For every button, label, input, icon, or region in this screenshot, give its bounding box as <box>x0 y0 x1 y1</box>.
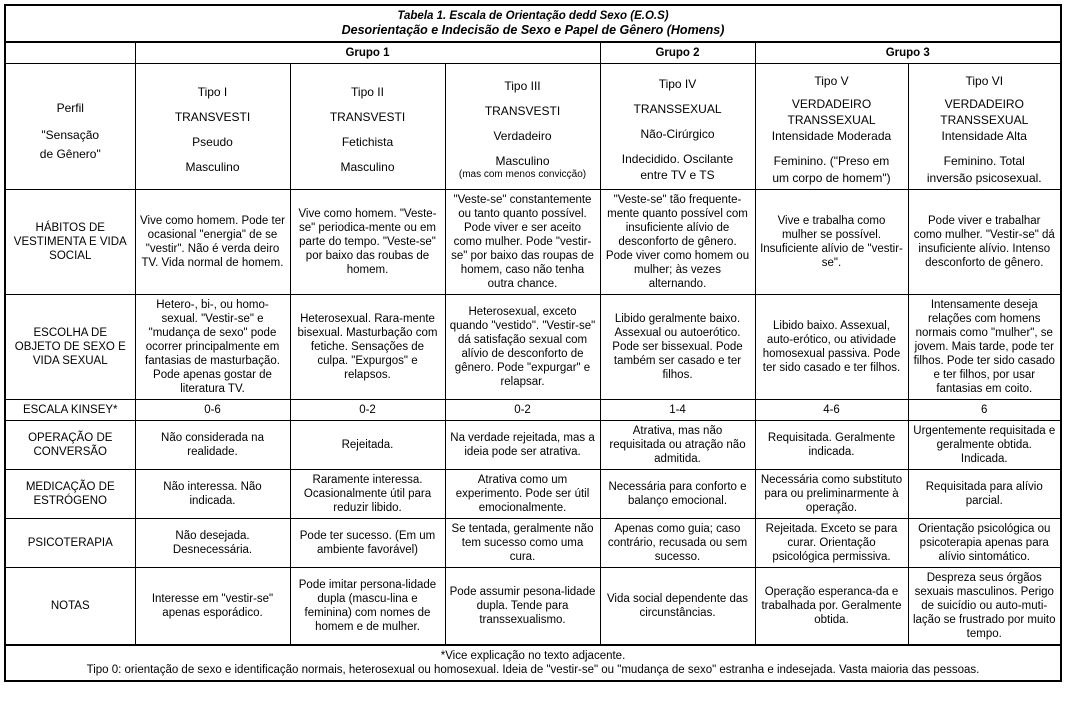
column-orientation-note-4: entre TV e TS <box>640 168 715 183</box>
table-title-line2: Desorientação e Indecisão de Sexo e Papel de Gênero (Homens) <box>341 23 725 38</box>
row-label-psicoterapia: PSICOTERAPIA <box>5 519 135 568</box>
cell-operacao-4: Atrativa, mas não requisitada ou atração não admitida. <box>600 421 755 470</box>
cell-escolha-1: Hetero-, bi-, ou homo-sexual. "Vestir-se" e "mudança de sexo" pode ocorrer principalmente em fantasias de masturbação. Pode apenas gostar de literatura TV. <box>135 294 290 399</box>
table-title-row <box>5 5 1061 42</box>
table-row <box>5 568 1061 646</box>
row-label-notas: NOTAS <box>5 568 135 646</box>
column-orientation-3: Masculino <box>495 153 550 168</box>
footnote <box>5 645 1061 681</box>
column-profile-1 <box>135 64 290 190</box>
column-type-2: Tipo II <box>351 84 384 99</box>
column-qualifier-4: Não-Cirúrgico <box>640 126 715 141</box>
cell-habitos-6: Pode viver e trabalhar como mulher. "Vestir-se" dá insuficiente alívio. Intenso desconforto de gênero. <box>908 189 1061 294</box>
column-profile-4 <box>600 64 755 190</box>
cell-psicoterapia-4: Apenas como guia; caso contrário, recusada ou sem sucesso. <box>600 519 755 568</box>
cell-operacao-2: Rejeitada. <box>290 421 445 470</box>
column-profile-6 <box>908 64 1061 190</box>
group-header-2: Grupo 2 <box>600 42 755 64</box>
row-label-kinsey: ESCALA KINSEY* <box>5 400 135 421</box>
column-orientation-1: Masculino <box>185 159 240 174</box>
column-name-2: TRANSVESTI <box>329 109 406 124</box>
cell-operacao-5: Requisitada. Geralmente indicada. <box>755 421 908 470</box>
profile-label-cell <box>5 64 135 190</box>
group-header-blank <box>5 42 135 64</box>
column-name-5: VERDADEIRO TRANSSEXUAL <box>787 96 876 128</box>
cell-notas-2: Pode imitar persona-lidade dupla (mascu-lina e feminina) com nomes de homem e de mulher. <box>290 568 445 646</box>
cell-habitos-4: "Veste-se" tão frequente-mente quanto possível com insuficiente alívio de desconforto de gênero. Pode viver como homem ou mulher; às vezes alternando. <box>600 189 755 294</box>
column-orientation-2: Masculino <box>340 159 395 174</box>
column-type-5: Tipo V <box>814 74 849 89</box>
profile-label-line2: "Sensação <box>41 128 100 143</box>
column-profile-2 <box>290 64 445 190</box>
column-type-3: Tipo III <box>504 78 541 93</box>
cell-escolha-5: Libido baixo. Assexual, auto-erótico, ou atividade homosexual passiva. Pode ter sido casado e ter filhos. <box>755 294 908 399</box>
footnote-line1: *Vice explicação no texto adjacente. <box>440 650 626 663</box>
column-orientation-5: Feminino. ("Preso em <box>773 154 890 169</box>
cell-psicoterapia-3: Se tentada, geralmente não tem sucesso como uma cura. <box>445 519 600 568</box>
cell-operacao-3: Na verdade rejeitada, mas a ideia pode ser atrativa. <box>445 421 600 470</box>
cell-psicoterapia-5: Rejeitada. Exceto se para curar. Orientação psicológica permissiva. <box>755 519 908 568</box>
table-row <box>5 400 1061 421</box>
cell-kinsey-5: 4-6 <box>755 400 908 421</box>
cell-medicacao-6: Requisitada para alívio parcial. <box>908 470 1061 519</box>
row-label-medicacao: MEDICAÇÃO DE ESTRÓGENO <box>5 470 135 519</box>
column-type-1: Tipo I <box>197 84 228 99</box>
row-label-habitos: HÁBITOS DE VESTIMENTA E VIDA SOCIAL <box>5 189 135 294</box>
table-row <box>5 421 1061 470</box>
table-row <box>5 519 1061 568</box>
cell-escolha-3: Heterosexual, exceto quando "vestido". "Vestir-se" dá satisfação sexual com alívio de desconforto de gênero. Pode "expurgar" e relapsar. <box>445 294 600 399</box>
cell-notas-6: Despreza seus órgãos sexuais masculinos. Perigo de suicídio ou auto-muti-lação se frustrado por muito tempo. <box>908 568 1061 646</box>
column-orientation-note-6: inversão psicosexual. <box>926 170 1042 185</box>
profile-label-line1: Perfil <box>56 100 84 115</box>
column-type-4: Tipo IV <box>658 76 697 91</box>
cell-escolha-2: Heterosexual. Rara-mente bisexual. Masturbação com fetiche. Sensações de culpa. "Expurgos" e relapsos. <box>290 294 445 399</box>
cell-kinsey-3: 0-2 <box>445 400 600 421</box>
column-name-6: VERDADEIRO TRANSSEXUAL <box>940 96 1029 128</box>
cell-operacao-1: Não considerada na realidade. <box>135 421 290 470</box>
column-qualifier-2: Fetichista <box>341 134 394 149</box>
cell-medicacao-3: Atrativa como um experimento. Pode ser útil emocionalmente. <box>445 470 600 519</box>
column-name-4: TRANSSEXUAL <box>633 101 722 116</box>
row-label-escolha: ESCOLHA DE OBJETO DE SEXO E VIDA SEXUAL <box>5 294 135 399</box>
column-name-3: TRANSVESTI <box>484 103 561 118</box>
cell-medicacao-2: Raramente interessa. Ocasionalmente útil para reduzir libido. <box>290 470 445 519</box>
table-row <box>5 294 1061 399</box>
column-qualifier-1: Pseudo <box>192 134 233 149</box>
cell-notas-1: Interesse em "vestir-se" apenas esporádico. <box>135 568 290 646</box>
column-type-6: Tipo VI <box>965 74 1004 89</box>
cell-notas-4: Vida social dependente das circunstâncias. <box>600 568 755 646</box>
cell-medicacao-1: Não interessa. Não indicada. <box>135 470 290 519</box>
table-row <box>5 470 1061 519</box>
cell-kinsey-4: 1-4 <box>600 400 755 421</box>
cell-psicoterapia-1: Não desejada. Desnecessária. <box>135 519 290 568</box>
cell-habitos-5: Vive e trabalha como mulher se possível. Insuficiente alívio de "vestir-se". <box>755 189 908 294</box>
cell-habitos-1: Vive como homem. Pode ter ocasional "energia" de se "vestir". Não é verda deiro TV. Vida normal de homem. <box>135 189 290 294</box>
cell-psicoterapia-6: Orientação psicológica ou psicoterapia apenas para alívio sintomático. <box>908 519 1061 568</box>
cell-kinsey-1: 0-6 <box>135 400 290 421</box>
profile-label-line3: de Gênero" <box>39 146 101 161</box>
eos-table <box>4 4 1062 682</box>
group-header-1: Grupo 1 <box>135 42 600 64</box>
table-title-line1: Tabela 1. Escala de Orientação dedd Sexo (E.O.S) <box>397 10 669 22</box>
cell-notas-5: Operação esperanca-da e trabalhada por. Geralmente obtida. <box>755 568 908 646</box>
column-profile-5 <box>755 64 908 190</box>
cell-medicacao-4: Necessária para conforto e balanço emocional. <box>600 470 755 519</box>
cell-kinsey-6: 6 <box>908 400 1061 421</box>
profile-row <box>5 64 1061 190</box>
cell-habitos-2: Vive como homem. "Veste-se" periodica-mente ou em parte do tempo. "Veste-se" por baixo das roubas de homem. <box>290 189 445 294</box>
column-qualifier-3: Verdadeiro <box>493 128 552 143</box>
column-qualifier-5: Intensidade Moderada <box>771 129 892 144</box>
table-title <box>5 5 1061 42</box>
column-profile-3 <box>445 64 600 190</box>
row-label-operacao: OPERAÇÃO DE CONVERSÃO <box>5 421 135 470</box>
cell-psicoterapia-2: Pode ter sucesso. (Em um ambiente favorável) <box>290 519 445 568</box>
cell-medicacao-5: Necessária como substituto para ou preliminarmente à operação. <box>755 470 908 519</box>
column-orientation-note-3: (mas com menos convicção) <box>458 169 587 181</box>
column-qualifier-6: Intensidade Alta <box>941 129 1027 144</box>
column-orientation-6: Feminino. Total <box>943 154 1025 169</box>
column-orientation-4: Indecidido. Oscilante <box>621 151 734 166</box>
cell-escolha-4: Libido geralmente baixo. Assexual ou autoerótico. Pode ser bissexual. Pode também ser casado e ter filhos. <box>600 294 755 399</box>
footnote-row <box>5 645 1061 681</box>
cell-operacao-6: Urgentemente requisitada e geralmente obtida. Indicada. <box>908 421 1061 470</box>
footnote-line2: Tipo 0: orientação de sexo e identificação normais, heterosexual ou homosexual. Ideia de "vestir-se" ou "mudança de sexo" estranha e indesejada. Vasta maioria das pessoas. <box>86 664 980 677</box>
cell-notas-3: Pode assumir pesona-lidade dupla. Tende para transsexualismo. <box>445 568 600 646</box>
cell-kinsey-2: 0-2 <box>290 400 445 421</box>
column-orientation-note-5: um corpo de homem") <box>772 170 891 185</box>
column-name-1: TRANSVESTI <box>174 109 251 124</box>
group-header-3: Grupo 3 <box>755 42 1061 64</box>
cell-habitos-3: "Veste-se" constantemente ou tanto quanto possível. Pode viver e ser aceito como mulher. Pode "vestir-se" por baixo das roupas de homem, caso não tenha outra chance. <box>445 189 600 294</box>
cell-escolha-6: Intensamente deseja relações com homens normais como "mulher", se jovem. Mais tarde, pode ter filhos. Pode ter sido casado e ter filhos, por usar fantasias em coito. <box>908 294 1061 399</box>
table-row <box>5 189 1061 294</box>
group-header-row <box>5 42 1061 64</box>
